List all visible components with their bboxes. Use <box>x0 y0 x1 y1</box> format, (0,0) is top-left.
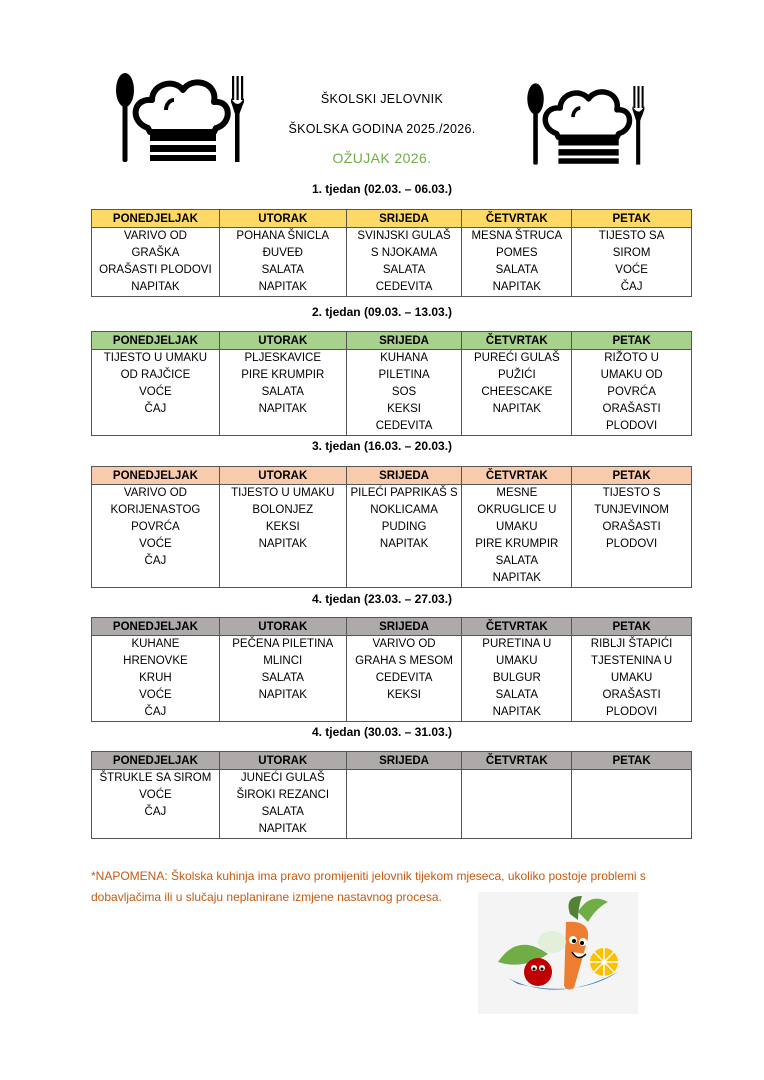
menu-item: OD RAJČICE <box>120 369 191 381</box>
day-header: PONEDJELJAK <box>92 752 220 770</box>
menu-item: SALATA <box>495 689 539 701</box>
menu-item <box>349 821 460 838</box>
day-header: SRIJEDA <box>346 752 462 770</box>
menu-item <box>222 570 344 587</box>
menu-item: SALATA <box>261 386 304 398</box>
day-header: PETAK <box>572 332 692 350</box>
menu-item: VOĆE <box>615 264 648 276</box>
day-header: PETAK <box>572 467 692 485</box>
menu-item <box>94 418 217 435</box>
vegetables-illustration <box>478 892 638 1014</box>
menu-item: TUNJEVINOM <box>594 504 669 516</box>
day-header: SRIJEDA <box>346 210 462 228</box>
menu-item: UMAKU <box>610 672 653 684</box>
menu-item: CEDEVITA <box>375 281 433 293</box>
menu-item: UMAKU <box>496 655 538 667</box>
menu-item: S NJOKAMA <box>370 247 438 259</box>
menu-item: NAPITAK <box>492 403 541 415</box>
day-header: SRIJEDA <box>346 332 462 350</box>
menu-item: UMAKU <box>496 521 538 533</box>
menu-item: PLODOVI <box>606 706 658 718</box>
menu-item: NAPITAK <box>258 689 307 701</box>
table-row <box>92 350 692 436</box>
menu-item: MESNA ŠTRUCA <box>471 230 563 242</box>
menu-item: ČAJ <box>144 403 167 415</box>
menu-cell <box>92 350 220 436</box>
menu-cell <box>572 228 692 297</box>
day-header: PONEDJELJAK <box>92 210 220 228</box>
table-header-row <box>92 210 692 228</box>
menu-cell <box>462 350 572 436</box>
table-row <box>92 485 692 588</box>
day-header: PETAK <box>572 752 692 770</box>
menu-item <box>574 804 689 821</box>
menu-item: ČAJ <box>144 806 167 818</box>
menu-cell <box>572 636 692 722</box>
menu-item: ORAŠASTI PLODOVI <box>99 264 212 276</box>
menu-cell <box>462 770 572 839</box>
menu-item: VARIVO OD <box>372 638 436 650</box>
menu-item <box>349 553 460 570</box>
menu-item <box>574 821 689 838</box>
menu-item: ORAŠASTI <box>602 521 661 533</box>
menu-cell <box>572 350 692 436</box>
week-menu-table <box>91 466 692 588</box>
week-menu-table <box>91 751 692 839</box>
menu-item: SALATA <box>261 806 304 818</box>
menu-item <box>349 787 460 804</box>
menu-item: POHANA ŠNICLA <box>236 230 330 242</box>
menu-item: POVRĆA <box>131 521 180 533</box>
menu-item: NAPITAK <box>258 281 307 293</box>
week-title: 1. tjedan (02.03. – 06.03.) <box>311 182 453 196</box>
menu-cell <box>219 485 346 588</box>
menu-item: NOKLICAMA <box>370 504 438 516</box>
menu-item <box>349 704 460 721</box>
menu-item: PIRE KRUMPIR <box>241 369 325 381</box>
menu-cell <box>346 636 462 722</box>
menu-cell <box>219 770 346 839</box>
day-header: ČETVRTAK <box>462 332 572 350</box>
week-menu-table <box>91 617 692 722</box>
menu-cell <box>346 228 462 297</box>
menu-cell <box>92 228 220 297</box>
day-header: ČETVRTAK <box>462 210 572 228</box>
menu-item: SALATA <box>495 555 539 567</box>
menu-item: ŠTRUKLE SA SIROM <box>99 772 212 784</box>
menu-cell <box>346 350 462 436</box>
menu-cell <box>219 350 346 436</box>
menu-item <box>349 804 460 821</box>
menu-item: PUDING <box>381 521 427 533</box>
menu-item: BULGUR <box>492 672 541 684</box>
table-header-row <box>92 752 692 770</box>
menu-cell <box>462 228 572 297</box>
table-header-row <box>92 618 692 636</box>
menu-item: KEKSI <box>387 689 422 701</box>
menu-item <box>574 553 689 570</box>
menu-item <box>464 418 569 435</box>
menu-item: ČAJ <box>620 281 643 293</box>
day-header: PETAK <box>572 618 692 636</box>
note: *NAPOMENA: Školska kuhinja ima pravo promijeniti jelovnik tijekom mjeseca, ukoliko postoje problemi s dobavljačima ili u slučaju neplanirane izmjene nastavnog procesa. <box>91 869 646 904</box>
menu-item: NAPITAK <box>131 281 180 293</box>
menu-item: OKRUGLICE U <box>477 504 557 516</box>
menu-item <box>222 418 344 435</box>
day-header: UTORAK <box>219 467 346 485</box>
day-header: UTORAK <box>219 332 346 350</box>
menu-item: PIRE KRUMPIR <box>475 538 559 550</box>
day-header: PETAK <box>572 210 692 228</box>
day-header: UTORAK <box>219 210 346 228</box>
menu-cell <box>346 770 462 839</box>
menu-item: CEDEVITA <box>375 672 433 684</box>
menu-item: TIJESTO U UMAKU <box>103 352 208 364</box>
week-title: 4. tjedan (23.03. – 27.03.) <box>311 592 453 606</box>
menu-cell <box>219 636 346 722</box>
menu-item: NAPITAK <box>258 823 307 835</box>
menu-item: ĐUVEĐ <box>262 247 303 259</box>
month-title: OŽUJAK 2026. <box>332 150 432 166</box>
menu-item <box>574 770 689 787</box>
menu-item: SIROM <box>612 247 651 259</box>
week-title: 2. tjedan (09.03. – 13.03.) <box>311 305 453 319</box>
menu-item <box>94 570 217 587</box>
menu-item: ŠIROKI REZANCI <box>236 789 330 801</box>
menu-item: PUREĆI GULAŠ <box>473 352 560 364</box>
menu-item: SALATA <box>495 264 539 276</box>
menu-item: HRENOVKE <box>123 655 188 667</box>
menu-item: NAPITAK <box>258 538 307 550</box>
school-year: ŠKOLSKA GODINA 2025./2026. <box>288 122 476 136</box>
menu-item: PLODOVI <box>606 538 658 550</box>
menu-item: TIJESTO U UMAKU <box>231 487 335 499</box>
menu-item: RIBLJI ŠTAPIĆI <box>590 638 673 650</box>
day-header: ČETVRTAK <box>462 467 572 485</box>
menu-item: MLINCI <box>263 655 303 667</box>
menu-item <box>574 787 689 804</box>
day-header: ČETVRTAK <box>462 752 572 770</box>
menu-item: PILEĆI PAPRIKAŠ S <box>350 487 458 499</box>
menu-item: NAPITAK <box>492 572 541 584</box>
menu-item <box>464 770 569 787</box>
menu-item <box>94 821 217 838</box>
menu-item: POMES <box>496 247 538 259</box>
menu-item <box>349 570 460 587</box>
week-menu-table <box>91 209 692 297</box>
day-header: UTORAK <box>219 752 346 770</box>
menu-item: CHEESCAKE <box>481 386 553 398</box>
table-row <box>92 770 692 839</box>
menu-item: TIJESTO SA <box>598 230 665 242</box>
menu-item: VARIVO OD <box>123 487 187 499</box>
menu-cell <box>92 485 220 588</box>
day-header: PONEDJELJAK <box>92 467 220 485</box>
week-menu-table <box>91 331 692 436</box>
menu-item: ORAŠASTI <box>602 403 661 415</box>
menu-item: NAPITAK <box>492 281 541 293</box>
menu-item: SOS <box>391 386 417 398</box>
menu-item: KEKSI <box>387 403 422 415</box>
menu-item: PEČENA PILETINA <box>232 638 334 650</box>
menu-item: KUHANA <box>380 352 429 364</box>
menu-cell <box>462 636 572 722</box>
menu-item: KRUH <box>139 672 172 684</box>
menu-item: VOĆE <box>139 689 172 701</box>
day-header: PONEDJELJAK <box>92 332 220 350</box>
menu-item <box>464 787 569 804</box>
menu-item: POVRĆA <box>607 386 656 398</box>
menu-item: ČAJ <box>144 706 167 718</box>
menu-item: PURETINA U <box>482 638 552 650</box>
menu-item: PUŽIĆI <box>497 369 536 381</box>
day-header: ČETVRTAK <box>462 618 572 636</box>
menu-item: TIJESTO S <box>602 487 661 499</box>
menu-item: UMAKU OD <box>600 369 663 381</box>
menu-cell <box>346 485 462 588</box>
menu-item: MESNE <box>496 487 538 499</box>
menu-item: GRAŠKA <box>131 247 180 259</box>
table-header-row <box>92 467 692 485</box>
menu-item: GRAHA S MESOM <box>355 655 453 667</box>
menu-item: RIŽOTO U <box>604 352 659 364</box>
day-header: SRIJEDA <box>346 618 462 636</box>
week-title: 3. tjedan (16.03. – 20.03.) <box>311 439 453 453</box>
menu-item: PILETINA <box>378 369 430 381</box>
menu-item <box>464 804 569 821</box>
menu-item <box>574 570 689 587</box>
menu-cell <box>572 485 692 588</box>
menu-item: SALATA <box>261 264 304 276</box>
menu-item: VOĆE <box>139 386 172 398</box>
menu-cell <box>219 228 346 297</box>
menu-item: BOLONJEZ <box>252 504 314 516</box>
table-row <box>92 636 692 722</box>
menu-title: ŠKOLSKI JELOVNIK <box>320 92 444 106</box>
menu-item: VARIVO OD <box>123 230 187 242</box>
menu-item: NAPITAK <box>492 706 541 718</box>
menu-item: JUNEĆI GULAŠ <box>240 772 325 784</box>
menu-item <box>222 553 344 570</box>
menu-item: NAPITAK <box>258 403 307 415</box>
day-header: SRIJEDA <box>346 467 462 485</box>
menu-item: CEDEVITA <box>375 420 433 432</box>
table-header-row <box>92 332 692 350</box>
menu-item: SVINJSKI GULAŠ <box>357 230 451 242</box>
menu-item: PLJESKAVICE <box>244 352 322 364</box>
menu-item: SALATA <box>261 672 304 684</box>
day-header: PONEDJELJAK <box>92 618 220 636</box>
menu-item: KORIJENASTOG <box>110 504 201 516</box>
menu-item: TJESTENINA U <box>591 655 673 667</box>
menu-item <box>222 704 344 721</box>
menu-item: KUHANE <box>131 638 180 650</box>
menu-item: KEKSI <box>265 521 300 533</box>
menu-item <box>349 770 460 787</box>
menu-item: VOĆE <box>139 789 172 801</box>
day-header: UTORAK <box>219 618 346 636</box>
menu-item <box>464 821 569 838</box>
menu-item: PLODOVI <box>606 420 658 432</box>
menu-item: SALATA <box>382 264 426 276</box>
week-title: 4. tjedan (30.03. – 31.03.) <box>311 725 453 739</box>
menu-cell <box>92 636 220 722</box>
menu-item: NAPITAK <box>379 538 429 550</box>
menu-cell <box>572 770 692 839</box>
menu-item: VOĆE <box>139 538 172 550</box>
menu-cell <box>92 770 220 839</box>
menu-item: ČAJ <box>144 555 167 567</box>
table-row <box>92 228 692 297</box>
menu-cell <box>462 485 572 588</box>
menu-item: ORAŠASTI <box>602 689 661 701</box>
